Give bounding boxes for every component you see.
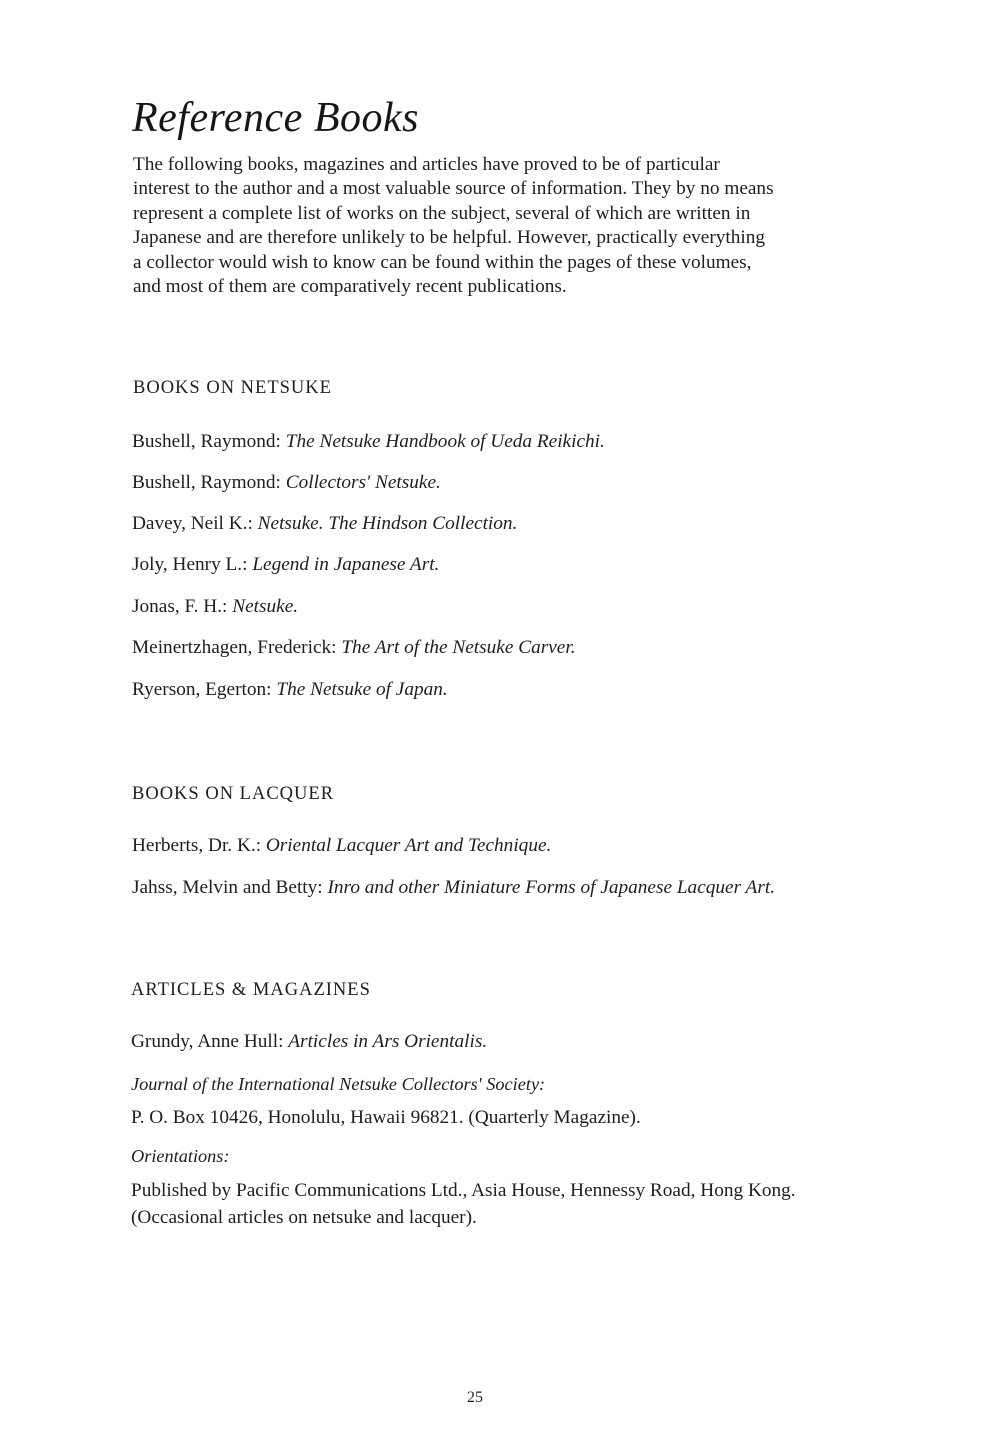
reference-entry	[132, 679, 448, 701]
section-heading-articles: ARTICLES & MAGAZINES	[131, 980, 371, 1000]
intro-line: Japanese and are therefore unlikely to be helpful. However, practically everything	[133, 227, 766, 249]
entry-title: Oriental Lacquer Art and Technique.	[265, 835, 552, 856]
entry-author: Bushell, Raymond:	[132, 472, 286, 493]
entry-author: Herberts, Dr. K.:	[132, 835, 266, 856]
reference-entry	[132, 596, 298, 618]
entry-author: Bushell, Raymond:	[132, 431, 286, 452]
reference-entry	[132, 637, 576, 659]
intro-line: interest to the author and a most valuable source of information. They by no means	[133, 178, 774, 200]
entry-author: Jahss, Melvin and Betty:	[132, 877, 328, 898]
reference-entry	[132, 472, 441, 494]
intro-line: and most of them are comparatively recent publications.	[133, 276, 567, 298]
page-number: 25	[467, 1389, 483, 1406]
entry-title: Collectors' Netsuke.	[285, 472, 441, 493]
journal-address: P. O. Box 10426, Honolulu, Hawaii 96821. (Quarterly Magazine).	[131, 1107, 641, 1128]
entry-author: Grundy, Anne Hull:	[131, 1031, 289, 1052]
section-heading-netsuke: BOOKS ON NETSUKE	[133, 378, 332, 398]
intro-paragraph	[133, 153, 873, 299]
entry-title: Legend in Japanese Art.	[252, 554, 440, 575]
entry-author: Ryerson, Egerton:	[132, 679, 277, 700]
entry-title: Articles in Ars Orientalis.	[288, 1031, 488, 1052]
entry-title: The Netsuke of Japan.	[276, 679, 448, 700]
entry-title: The Art of the Netsuke Carver.	[341, 637, 576, 658]
orientations-publisher: Published by Pacific Communications Ltd., Asia House, Hennessy Road, Hong Kong.	[131, 1180, 796, 1201]
page-title: Reference Books	[132, 95, 419, 141]
entry-title: Inro and other Miniature Forms of Japanese Lacquer Art.	[327, 877, 776, 898]
entry-title: The Netsuke Handbook of Ueda Reikichi.	[285, 431, 605, 452]
orientations-title: Orientations:	[131, 1146, 230, 1166]
intro-line: represent a complete list of works on the subject, several of which are written in	[133, 202, 751, 224]
reference-entry	[132, 835, 551, 857]
reference-entry	[131, 1031, 487, 1053]
entry-author: Davey, Neil K.:	[132, 513, 258, 534]
orientations-note: (Occasional articles on netsuke and lacquer).	[131, 1207, 477, 1228]
intro-line: a collector would wish to know can be found within the pages of these volumes,	[133, 251, 752, 273]
section-heading-lacquer: BOOKS ON LACQUER	[132, 784, 335, 804]
entry-title: Netsuke. The Hindson Collection.	[257, 513, 518, 534]
intro-line: The following books, magazines and articles have proved to be of particular	[133, 154, 720, 175]
entry-author: Jonas, F. H.:	[132, 596, 233, 617]
reference-entry	[132, 431, 605, 453]
entry-author: Meinertzhagen, Frederick:	[132, 637, 342, 658]
entry-title: Netsuke.	[232, 596, 299, 617]
entry-author: Joly, Henry L.:	[132, 554, 253, 575]
reference-entry	[132, 554, 439, 576]
reference-entry	[132, 877, 775, 899]
reference-entry	[132, 513, 517, 535]
journal-title: Journal of the International Netsuke Collectors' Society:	[131, 1074, 546, 1094]
